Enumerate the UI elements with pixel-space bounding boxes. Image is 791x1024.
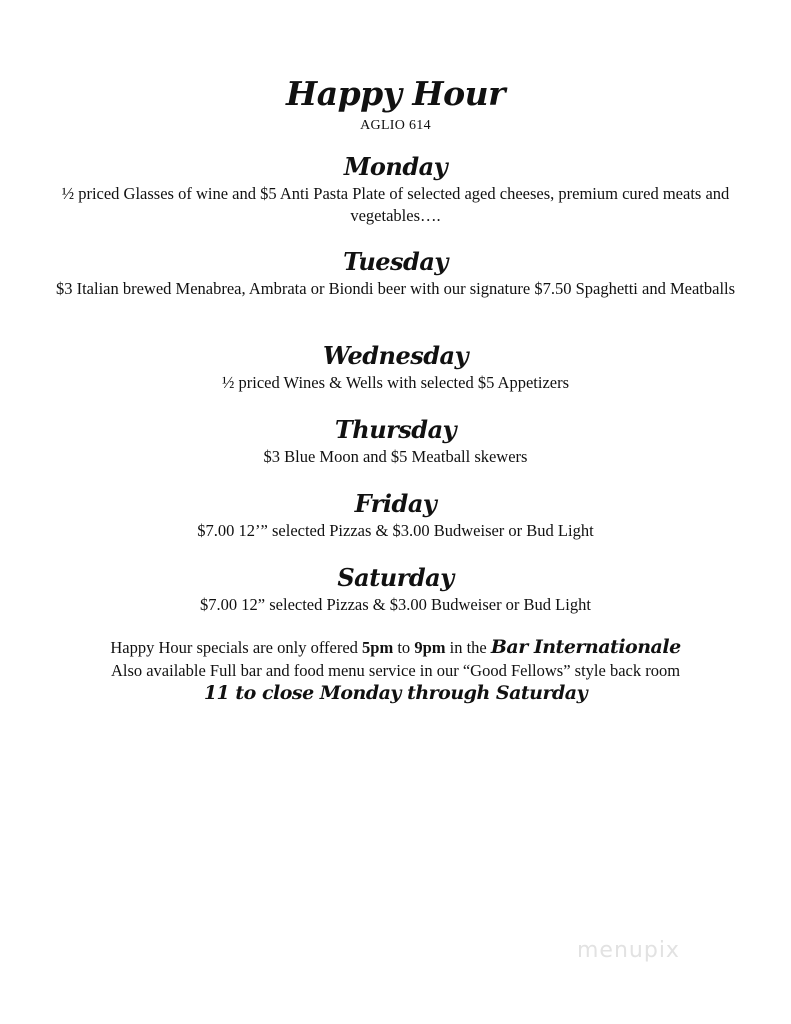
day-block-thursday — [40, 415, 751, 468]
start-time: 5pm — [362, 638, 394, 657]
happy-hour-times-line — [40, 636, 751, 659]
back-room-line: Also available Full bar and food menu service in our “Good Fellows” style back room — [110, 661, 681, 680]
day-heading-monday: Monday — [343, 152, 448, 181]
day-special-tuesday: $3 Italian brewed Menabrea, Ambrata or Biondi beer with our signature $7.50 Spaghetti and Meatballs — [55, 279, 736, 298]
day-special-saturday: $7.00 12” selected Pizzas & $3.00 Budweiser or Bud Light — [200, 595, 591, 614]
day-special-friday: $7.00 12’” selected Pizzas & $3.00 Budweiser or Bud Light — [197, 521, 594, 540]
restaurant-name: AGLIO 614 — [360, 118, 431, 133]
in-the-word: in the — [445, 638, 491, 657]
service-hours: 11 to close Monday through Saturday — [203, 682, 588, 704]
day-heading-saturday: Saturday — [337, 563, 454, 592]
day-block-saturday — [40, 563, 751, 616]
page-title: Happy Hour — [286, 74, 505, 113]
end-time: 9pm — [414, 638, 446, 657]
day-block-wednesday — [40, 341, 751, 394]
bar-name: Bar Internationale — [490, 636, 681, 658]
day-heading-friday: Friday — [354, 489, 437, 518]
watermark-logo: menupix — [577, 938, 680, 963]
day-block-monday — [40, 152, 751, 227]
day-special-monday: ½ priced Glasses of wine and $5 Anti Pasta Plate of selected aged cheeses, premium cured meats and vegetables…. — [61, 184, 730, 225]
day-special-wednesday: ½ priced Wines & Wells with selected $5 Appetizers — [221, 373, 570, 392]
to-word: to — [393, 638, 415, 657]
day-block-friday — [40, 489, 751, 542]
day-block-tuesday — [40, 247, 751, 300]
happy-hour-info — [40, 636, 751, 705]
day-special-thursday: $3 Blue Moon and $5 Meatball skewers — [263, 447, 528, 466]
day-heading-thursday: Thursday — [334, 415, 457, 444]
footer-line-prefix: Happy Hour specials are only offered — [110, 638, 363, 657]
day-heading-tuesday: Tuesday — [343, 247, 448, 276]
day-heading-wednesday: Wednesday — [322, 341, 469, 370]
